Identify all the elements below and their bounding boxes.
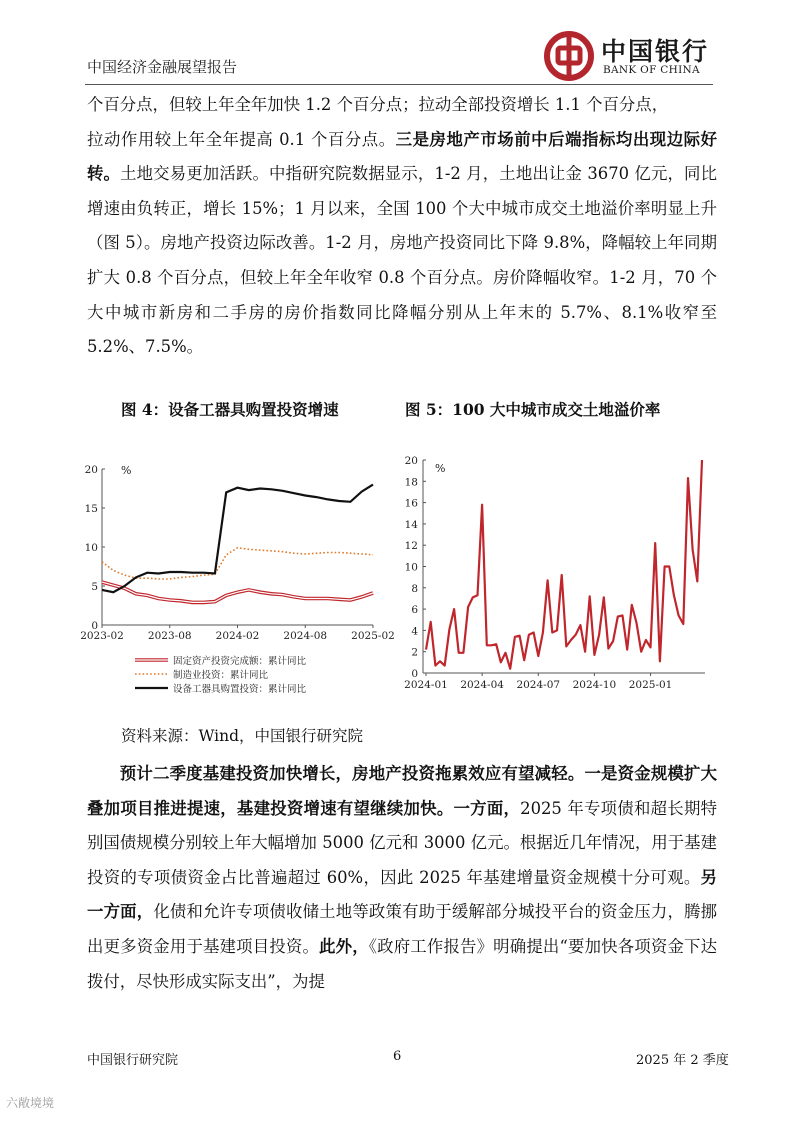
paragraph-text: 拉动作用较上年全年提高 0.1 个百分点。 <box>87 129 396 149</box>
y-tick-label: 0 <box>91 620 98 632</box>
series-line-equipment <box>102 485 373 593</box>
paragraph-body <box>87 123 717 365</box>
x-tick-label: 2024-10 <box>572 679 617 691</box>
y-tick-label: 12 <box>404 540 418 553</box>
y-tick-label: 20 <box>84 464 98 476</box>
bold-lead: 此外， <box>319 936 369 956</box>
y-tick-label: 16 <box>404 497 418 510</box>
page-number: 6 <box>393 1049 402 1064</box>
paragraph-text: 《政府工作报告》明确提出“要加快各项资金下达拨付，尽快形成实际支出”，为提 <box>87 936 718 991</box>
paragraph-text: 2025 年专项债和超长期特别国债规模分别较上年大幅增加 5000 亿元和 3000 亿元。根据近几年情况，用于基建投资的专项债资金占比普遍超过 60%，因此 2025 年基建增量资金规模十分可观。 <box>87 798 717 887</box>
legend-label: 固定资产投资完成额：累计同比 <box>173 656 307 667</box>
figure-5-chart <box>395 450 715 700</box>
header-divider <box>85 84 713 85</box>
logo-chinese-name: 中国银行 <box>601 37 710 66</box>
y-tick-label: 5 <box>91 581 98 593</box>
series-line-land-premium <box>426 460 702 669</box>
y-tick-label: 15 <box>84 503 98 515</box>
bold-lead: 预计二季度基建投资加快增长，房地产投资拖累效应有望减轻。一是资金规模扩大叠加项目推进提速，基建投资增速有望继续加快。一方面， <box>87 764 717 818</box>
x-tick-label: 2025-02 <box>351 630 395 642</box>
y-tick-label: 0 <box>411 668 418 680</box>
footer-institute: 中国银行研究院 <box>87 1053 179 1068</box>
paragraph-text: 化债和允许专项债收储土地等政策有助于缓解部分城投平台的资金压力，腾挪出更多资金用于基建项目投资。 <box>87 902 718 956</box>
unit-label: % <box>435 462 446 475</box>
y-tick-label: 10 <box>404 561 418 574</box>
y-tick-label: 4 <box>411 625 418 638</box>
y-tick-label: 20 <box>404 455 418 467</box>
x-tick-label: 2024-07 <box>516 679 561 691</box>
x-tick-label: 2023-08 <box>147 630 192 642</box>
paragraph-text: 土地交易更加活跃。中指研究院数据显示，1-2 月，土地出让金 3670 亿元，同比增速由负转正，增长 15%；1 月以来，全国 100 个大中城市成交土地溢价率明显上升（图 5）。房地产投资边际改善。1-2 月，房地产投资同比下降 9.8%，降幅较上年同期扩大 0.8 个百分点，但较上年全年收窄 0.8 个百分点。房价降幅收窄。1-2 月，70 个大中城市新房和二手房的房价指数同比降幅分别从上年末的 5.7%、8.1%收窄至 5.2%、7.5%。 <box>87 164 717 357</box>
paragraph-infrastructure <box>87 757 717 999</box>
bold-lead: 三是房地产市场前中后端指标均出现边际好转。 <box>87 129 717 184</box>
unit-label: % <box>121 464 132 477</box>
paragraph-line: 个百分点，但较上年全年加快 1.2 个百分点；拉动全部投资增长 1.1 个百分点， <box>87 95 669 114</box>
legend-label: 设备工器具购置投资：累计同比 <box>173 684 307 695</box>
legend-label: 制造业投资：累计同比 <box>173 670 269 681</box>
figure-4-title: 图 4：设备工器具购置投资增速 <box>121 400 339 419</box>
paragraph-body <box>87 757 717 999</box>
paragraph-real-estate <box>87 88 717 365</box>
figure-4-chart <box>80 455 400 700</box>
y-tick-label: 2 <box>411 646 418 659</box>
bank-logo <box>543 30 718 82</box>
x-tick-label: 2024-01 <box>404 679 448 691</box>
x-tick-label: 2025-01 <box>628 679 673 691</box>
bold-lead: 另一方面， <box>87 867 717 922</box>
y-tick-label: 10 <box>84 542 98 554</box>
watermark: 六敞境境 <box>6 1096 55 1110</box>
footer-period: 2025 年 2 季度 <box>636 1053 729 1068</box>
bank-of-china-emblem-icon <box>543 30 595 82</box>
report-title: 中国经济金融展望报告 <box>87 58 238 76</box>
x-tick-label: 2024-02 <box>215 630 260 642</box>
y-tick-label: 14 <box>404 518 418 531</box>
x-tick-label: 2024-08 <box>283 630 328 642</box>
figure-5-title: 图 5：100 大中城市成交土地溢价率 <box>405 400 661 419</box>
y-tick-label: 6 <box>411 604 418 617</box>
y-tick-label: 18 <box>404 476 418 489</box>
x-tick-label: 2024-04 <box>460 679 504 691</box>
series-line-fixed-asset-inner <box>102 582 373 602</box>
logo-english-name: BANK OF CHINA <box>603 64 700 76</box>
figure-source: 资料来源：Wind，中国银行研究院 <box>121 727 364 745</box>
x-tick-label: 2023-02 <box>80 630 124 642</box>
y-tick-label: 8 <box>411 582 418 595</box>
